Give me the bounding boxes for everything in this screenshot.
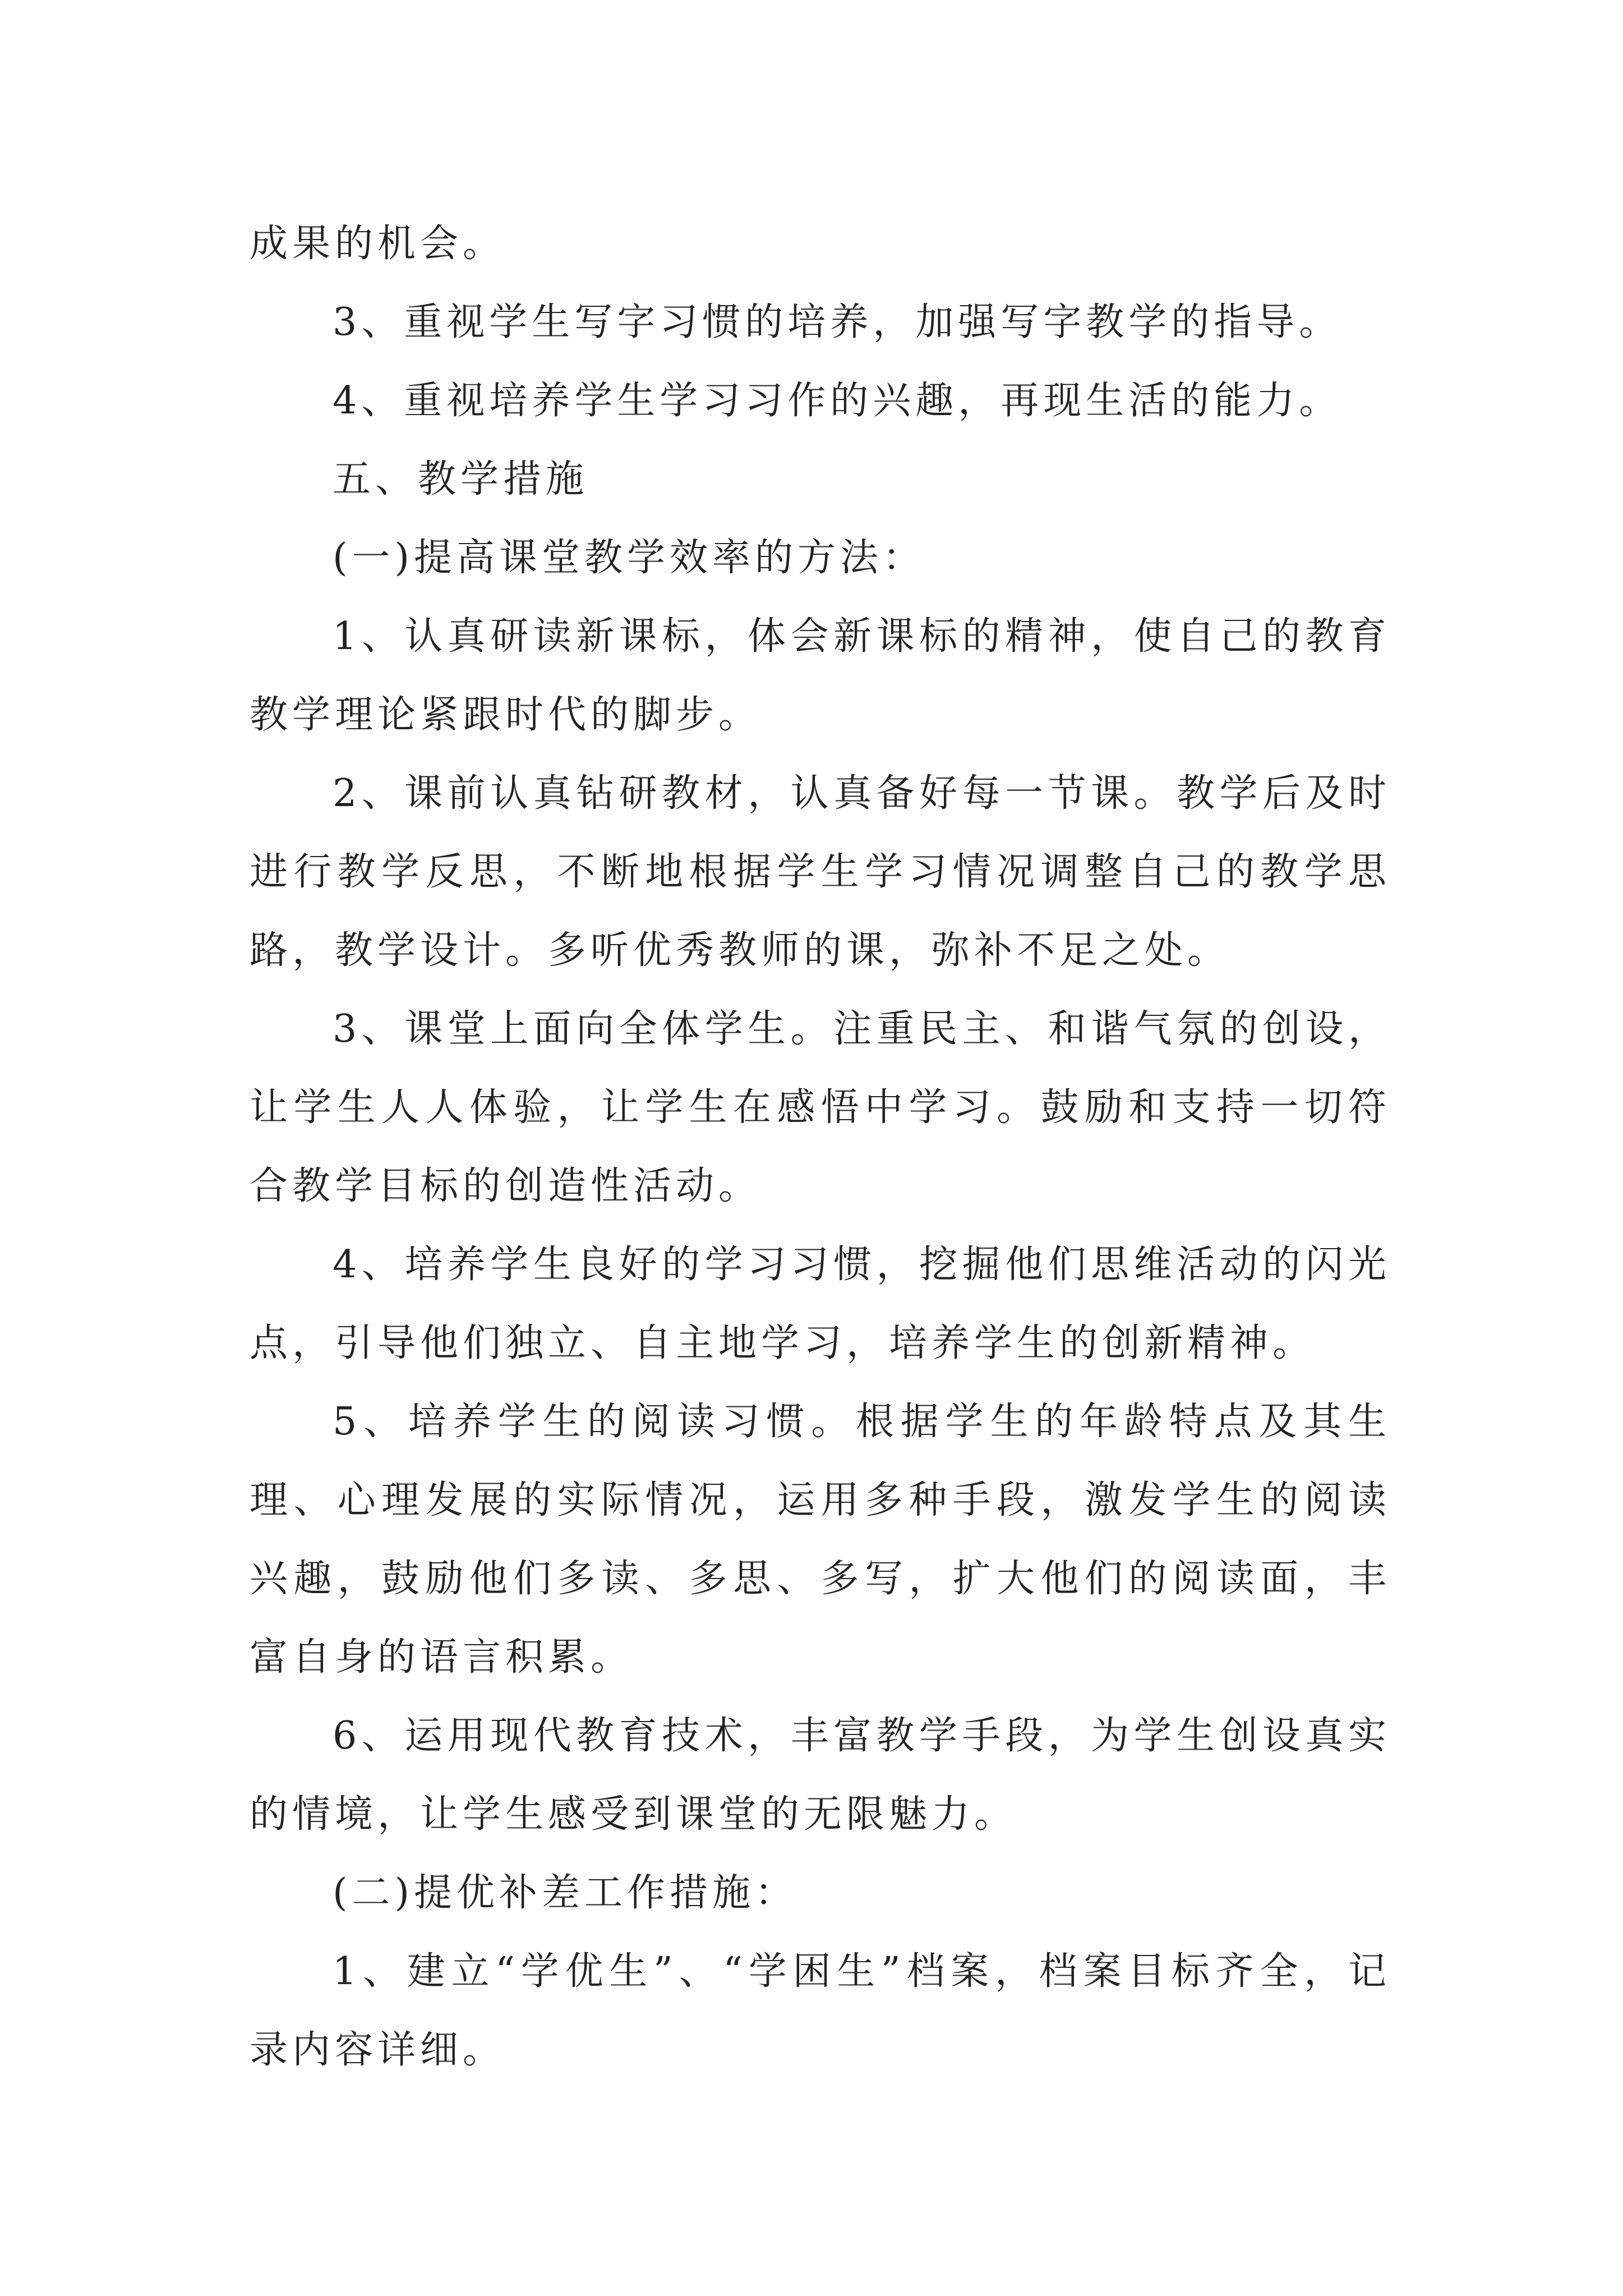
paragraph-measure-6: 6、运用现代教育技术，丰富教学手段，为学生创设真实的情境，让学生感受到课堂的无限魅力。 <box>250 1714 1391 1837</box>
paragraph-measure-4: 4、培养学生良好的学习习惯，挖掘他们思维活动的闪光点，引导他们独立、自主地学习，培养学生的创新精神。 <box>250 1243 1391 1365</box>
subsection-heading-tutoring-measures: (二)提优补差工作措施： <box>333 1871 798 1915</box>
paragraph-measure-2: 2、课前认真钻研教材，认真备好每一节课。教学后及时进行教学反思，不断地根据学生学习情况调整自己的教学思路，教学设计。多听优秀教师的课，弥补不足之处。 <box>250 771 1391 973</box>
paragraph-item-4-composition-interest: 4、重视培养学生学习习作的兴趣，再现生活的能力。 <box>333 379 1342 423</box>
paragraph-measure-3: 3、课堂上面向全体学生。注重民主、和谐气氛的创设，让学生人人体验，让学生在感悟中学习。鼓励和支持一切符合教学目标的创造性活动。 <box>250 1007 1391 1208</box>
section-heading-teaching-measures: 五、教学措施 <box>333 457 589 501</box>
paragraph-tutoring-1: 1、建立“学优生”、“学困生”档案，档案目标齐全，记录内容详细。 <box>250 1949 1391 2072</box>
document-body <box>250 205 1391 2090</box>
paragraph-item-3-writing-habits: 3、重视学生写字习惯的培养，加强写字教学的指导。 <box>333 300 1342 344</box>
paragraph-measure-5: 5、培养学生的阅读习惯。根据学生的年龄特点及其生理、心理发展的实际情况，运用多种手段，激发学生的阅读兴趣，鼓励他们多读、多思、多写，扩大他们的阅读面，丰富自身的语言积累。 <box>250 1400 1391 1680</box>
paragraph-measure-1: 1、认真研读新课标，体会新课标的精神，使自己的教育教学理论紧跟时代的脚步。 <box>250 614 1391 737</box>
paragraph-continuation: 成果的机会。 <box>250 222 506 266</box>
subsection-heading-classroom-efficiency: (一)提高课堂教学效率的方法： <box>333 536 926 580</box>
